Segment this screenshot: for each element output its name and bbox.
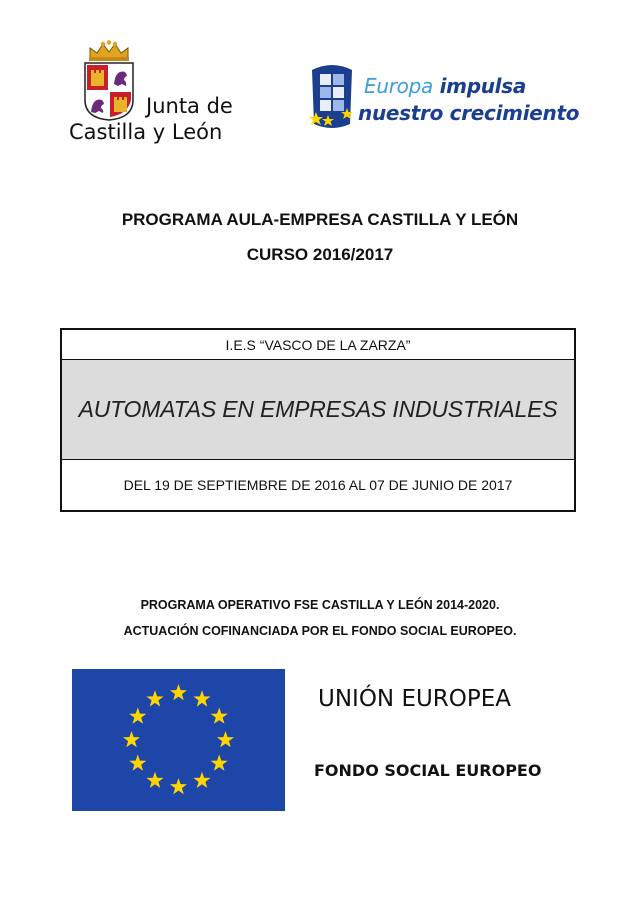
europa-word: Europa bbox=[364, 74, 433, 98]
jcyl-logo-line2: Castilla y León bbox=[69, 120, 223, 144]
eu-fund-label: FONDO SOCIAL EUROPEO bbox=[314, 761, 542, 780]
eu-union-label: UNIÓN EUROPEA bbox=[318, 686, 512, 712]
program-title: PROGRAMA AULA-EMPRESA CASTILLA Y LEÓN bbox=[121, 210, 519, 229]
europa-emblem-icon bbox=[306, 62, 358, 132]
course-title: AUTOMATAS EN EMPRESAS INDUSTRIALES bbox=[78, 396, 558, 422]
course-dates: DEL 19 DE SEPTIEMBRE DE 2016 AL 07 DE JUNIO DE 2017 bbox=[123, 477, 513, 493]
impulsa-word: impulsa bbox=[439, 74, 527, 98]
europa-logo-line2: nuestro crecimiento bbox=[358, 101, 580, 125]
europa-logo-line1 bbox=[364, 74, 526, 98]
course-title-band bbox=[62, 360, 574, 460]
jcyl-logo-line1: Junta de bbox=[146, 94, 233, 118]
operational-program-line1: PROGRAMA OPERATIVO FSE CASTILLA Y LEÓN 2014-2020. bbox=[140, 598, 500, 612]
school-name: I.E.S “VASCO DE LA ZARZA” bbox=[62, 330, 574, 360]
program-course: CURSO 2016/2017 bbox=[246, 245, 394, 264]
jcyl-coat-of-arms-icon bbox=[80, 40, 138, 122]
operational-program-line2: ACTUACIÓN COFINANCIADA POR EL FONDO SOCIAL EUROPEO. bbox=[123, 624, 517, 638]
course-box bbox=[60, 328, 576, 512]
eu-flag-icon bbox=[72, 669, 285, 811]
